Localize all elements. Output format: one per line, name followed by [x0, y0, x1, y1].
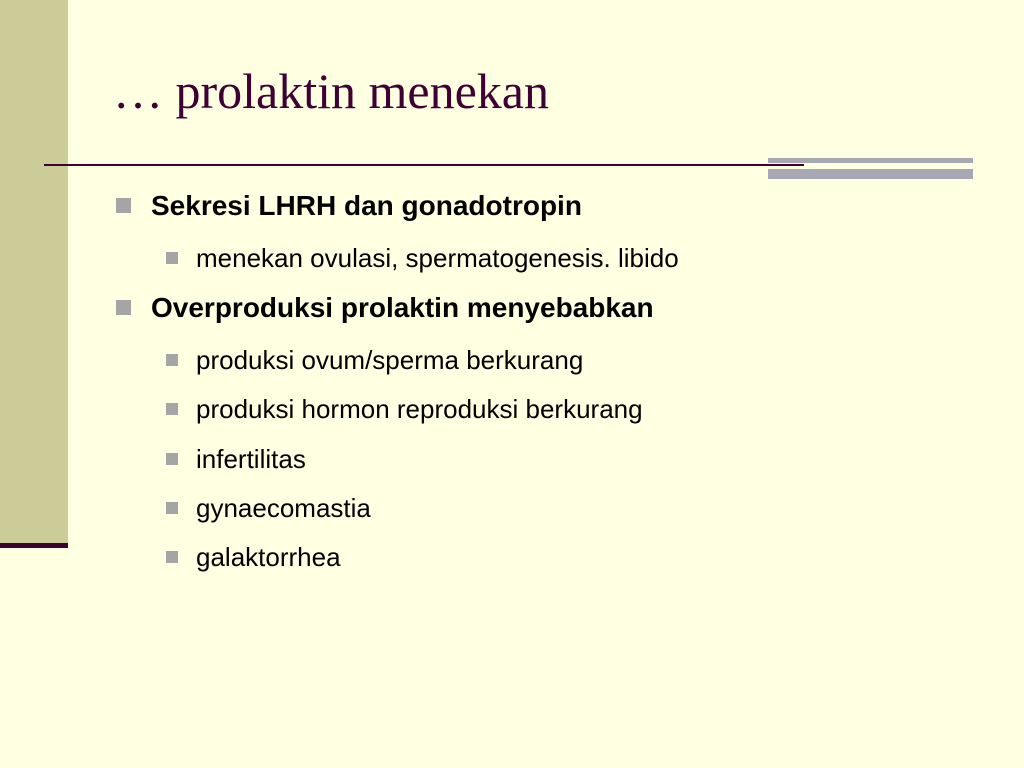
square-bullet-icon	[116, 198, 131, 213]
title-divider	[44, 164, 804, 166]
bullet-text: infertilitas	[196, 444, 306, 474]
bullet-text: galaktorrhea	[196, 542, 341, 572]
accent-bar-top	[768, 158, 973, 163]
bullet-item-level2	[166, 345, 583, 376]
bullet-item-level1	[116, 190, 582, 222]
bullet-text: Overproduksi prolaktin menyebabkan	[151, 292, 654, 323]
square-bullet-icon	[116, 300, 131, 315]
bullet-text: Sekresi LHRH dan gonadotropin	[151, 190, 582, 221]
square-bullet-icon	[166, 502, 178, 514]
bullet-text: produksi ovum/sperma berkurang	[196, 345, 584, 375]
bullet-text: produksi hormon reproduksi berkurang	[196, 394, 643, 424]
square-bullet-icon	[166, 354, 178, 366]
square-bullet-icon	[166, 403, 178, 415]
bullet-text: gynaecomastia	[196, 493, 371, 523]
accent-bar-bottom	[768, 169, 973, 179]
bullet-item-level2	[166, 493, 371, 524]
bullet-item-level2	[166, 243, 679, 274]
square-bullet-icon	[166, 252, 178, 264]
square-bullet-icon	[166, 453, 178, 465]
bullet-item-level2	[166, 394, 643, 425]
bullet-text: menekan ovulasi, spermatogenesis. libido	[196, 243, 679, 273]
slide-title: … prolaktin menekan	[113, 63, 549, 119]
square-bullet-icon	[166, 551, 178, 563]
side-decoration-band	[0, 0, 68, 545]
bullet-item-level2	[166, 542, 341, 573]
bullet-item-level2	[166, 444, 306, 475]
side-decoration-rule	[0, 543, 68, 548]
bullet-item-level1	[116, 292, 654, 324]
